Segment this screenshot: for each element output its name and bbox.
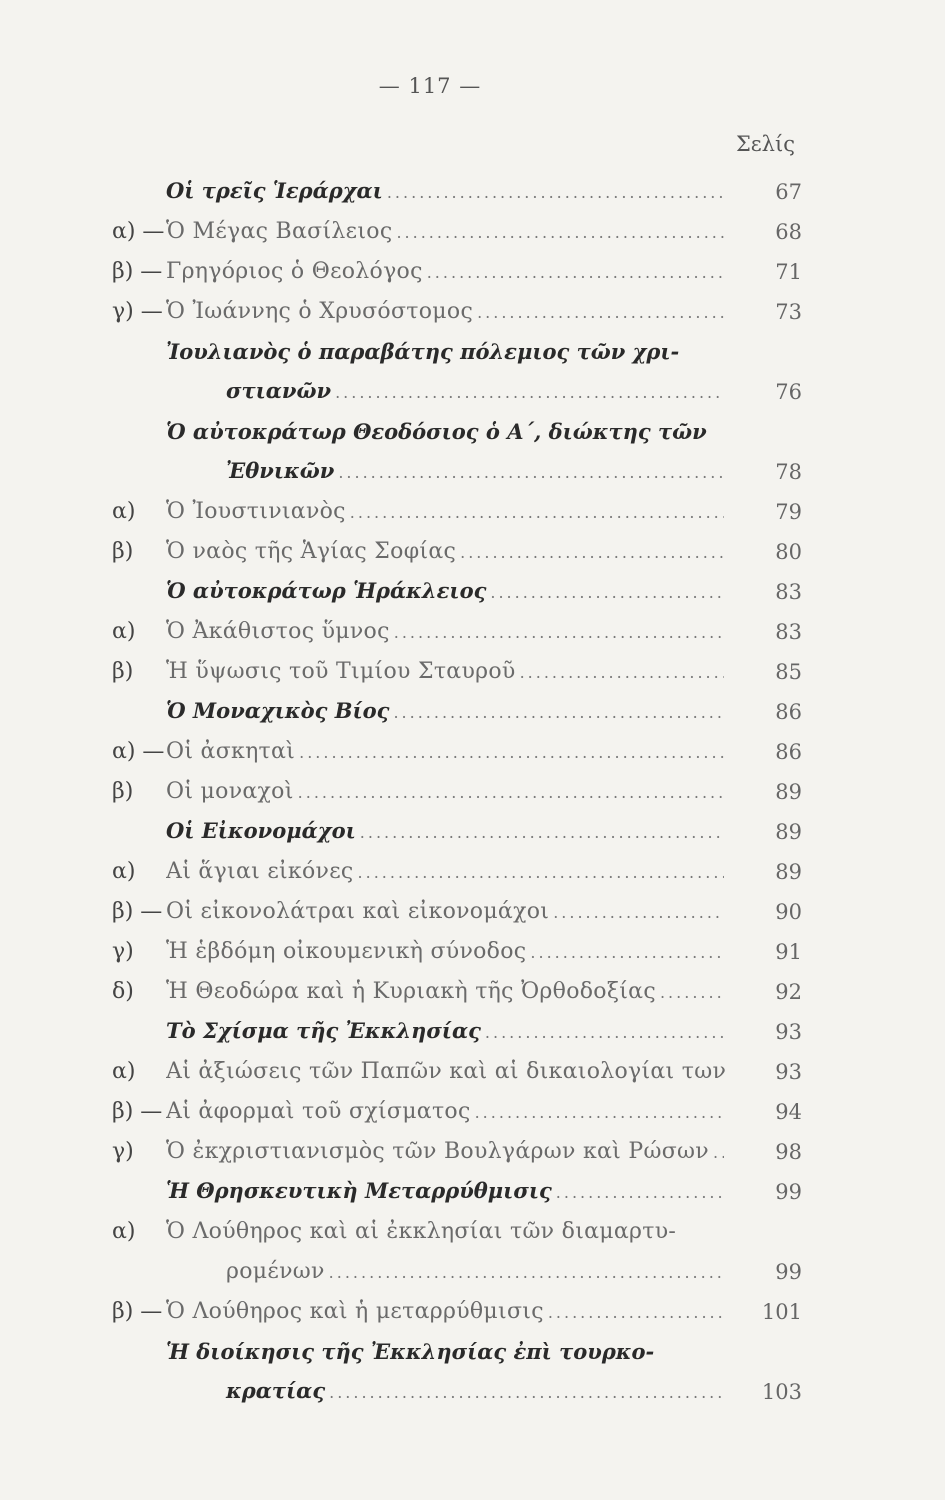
toc-entry-row: [112, 212, 802, 252]
entry-title-cell: [166, 371, 802, 413]
dot-leaders: [460, 533, 724, 573]
entry-title-cell: [166, 1371, 802, 1413]
entry-page-number: 101: [761, 1300, 802, 1324]
entry-title: Γρηγόριος ὁ Θεολόγος: [166, 258, 423, 284]
entry-title-cell: [166, 212, 802, 253]
dot-leaders: [394, 613, 724, 653]
dot-leaders: [298, 773, 724, 813]
entry-title-cell: [166, 492, 802, 533]
toc-heading-row: [112, 572, 802, 612]
entry-marker: α): [112, 619, 136, 644]
toc-heading-row: [112, 1372, 802, 1412]
entry-title-cell: [166, 412, 802, 452]
entry-page-number: 79: [775, 500, 802, 524]
entry-page-number: 86: [775, 740, 802, 764]
entry-title: Ἡ Θεοδώρα καὶ ἡ Κυριακὴ τῆς Ὀρθοδοξίας: [166, 978, 656, 1004]
entry-page-number: 94: [775, 1100, 802, 1124]
dot-leaders: [660, 973, 724, 1013]
entry-title-cell: [166, 1011, 802, 1053]
toc-heading-row: [112, 332, 802, 372]
entry-title: Αἱ ἀξιώσεις τῶν Παπῶν καὶ αἱ δικαιολογίαι των: [166, 1058, 727, 1084]
entry-marker: γ): [112, 939, 134, 964]
entry-page-number: 83: [775, 620, 802, 644]
entry-title-cell: [166, 652, 802, 693]
entry-title: Οἱ μοναχοὶ: [166, 778, 294, 804]
entry-title: Οἱ εἰκονολάτραι καὶ εἰκονομάχοι: [166, 898, 550, 924]
toc-entry-row: [112, 532, 802, 572]
entry-title: Αἱ ἅγιαι εἰκόνες: [166, 858, 354, 884]
entry-title: Οἱ Εἰκονομάχοι: [166, 818, 356, 843]
entry-title: Ἡ ὕψωσις τοῦ Τιμίου Σταυροῦ: [166, 658, 516, 684]
entry-title-cell: [166, 612, 802, 653]
toc-entry-row: [112, 252, 802, 292]
toc-entry-row: [112, 292, 802, 332]
entry-title: Τὸ Σχίσμα τῆς Ἐκκλησίας: [166, 1018, 481, 1043]
entry-title-cell: [166, 252, 802, 293]
entry-marker: α) —: [112, 219, 165, 244]
entry-title-cell: [166, 451, 802, 493]
entry-page-number: 93: [775, 1020, 802, 1044]
entry-title: Ὁ Μέγας Βασίλειος: [166, 218, 393, 244]
entry-page-number: 98: [775, 1140, 802, 1164]
entry-title: Ὁ Λούθηρος καὶ ἡ μεταρρύθμισις: [166, 1298, 544, 1324]
dot-leaders: [490, 573, 724, 613]
entry-title: Ὁ αὐτοκράτωρ Ἡράκλειος: [166, 578, 487, 603]
entry-page-number: 73: [775, 300, 802, 324]
entry-title: Ἐθνικῶν: [226, 458, 335, 483]
entry-title-cell: [166, 852, 802, 893]
entry-title-cell: [166, 1171, 802, 1213]
entry-title-cell: [166, 1052, 802, 1093]
toc-heading-row: [112, 452, 802, 492]
dot-leaders: [485, 1013, 724, 1053]
entry-marker: β) —: [112, 899, 163, 924]
toc-heading-row: [112, 412, 802, 452]
page-column-header: Σελίς: [735, 132, 795, 156]
entry-title: Οἱ ἀσκηταὶ: [166, 738, 296, 764]
entry-title-cell: [166, 1212, 802, 1252]
dot-leaders: [387, 173, 724, 213]
dot-leaders: [530, 933, 724, 973]
toc-heading-row: [112, 692, 802, 732]
toc-heading-row: [112, 372, 802, 412]
entry-page-number: 71: [775, 260, 802, 284]
page-number: — 117 —: [378, 74, 482, 98]
entry-page-number: 80: [775, 540, 802, 564]
toc-entry-row: [112, 1252, 802, 1292]
entry-marker: α): [112, 1219, 136, 1244]
entry-title-cell: [166, 1292, 802, 1333]
entry-marker: β) —: [112, 259, 163, 284]
entry-title-cell: [166, 1252, 802, 1293]
entry-page-number: 86: [775, 700, 802, 724]
entry-title-cell: [166, 332, 802, 372]
entry-page-number: 99: [775, 1180, 802, 1204]
dot-leaders: [396, 213, 724, 253]
dot-leaders: [335, 373, 724, 413]
dot-leaders: [553, 893, 724, 933]
entry-title: Οἱ τρεῖς Ἱεράρχαι: [166, 178, 383, 203]
dot-leaders: [329, 1373, 724, 1413]
entry-page-number: 99: [775, 1260, 802, 1284]
toc-heading-row: [112, 812, 802, 852]
toc-entry-row: [112, 652, 802, 692]
entry-marker: α): [112, 499, 136, 524]
entry-page-number: 93: [775, 1060, 802, 1084]
toc-entry-row: [112, 732, 802, 772]
entry-page-number: 83: [775, 580, 802, 604]
toc-entry-row: [112, 1092, 802, 1132]
entry-marker: β) —: [112, 1099, 163, 1124]
table-of-contents: [112, 172, 802, 1412]
entry-title-cell: [166, 1132, 802, 1173]
entry-title-cell: [166, 972, 802, 1013]
toc-entry-row: [112, 1212, 802, 1252]
toc-entry-row: [112, 972, 802, 1012]
entry-title-cell: [166, 1092, 802, 1133]
entry-title: Ὁ Μοναχικὸς Βίος: [166, 698, 390, 723]
entry-title-cell: [166, 171, 802, 213]
toc-entry-row: [112, 1132, 802, 1172]
entry-page-number: 89: [775, 820, 802, 844]
dot-leaders: [520, 653, 724, 693]
entry-marker: α): [112, 859, 136, 884]
dot-leaders: [548, 1293, 724, 1333]
toc-heading-row: [112, 172, 802, 212]
entry-page-number: 89: [775, 780, 802, 804]
dot-leaders: [393, 693, 724, 733]
entry-title-cell: [166, 932, 802, 973]
entry-title-cell: [166, 811, 802, 853]
dot-leaders: [350, 493, 724, 533]
entry-page-number: 103: [761, 1380, 802, 1404]
entry-title: Ἡ διοίκησις τῆς Ἐκκλησίας ἐπὶ τουρκο-: [166, 1339, 655, 1364]
toc-entry-row: [112, 492, 802, 532]
entry-page-number: 85: [775, 660, 802, 684]
dot-leaders: [329, 1253, 724, 1293]
entry-title: Ὁ Λούθηρος καὶ αἱ ἐκκλησίαι τῶν διαμαρτυ-: [166, 1219, 677, 1244]
toc-heading-row: [112, 1332, 802, 1372]
entry-title: Ἡ ἑβδόμη οἰκουμενικὴ σύνοδος: [166, 938, 527, 964]
toc-entry-row: [112, 772, 802, 812]
entry-marker: β): [112, 779, 134, 804]
toc-heading-row: [112, 1012, 802, 1052]
entry-title: Αἱ ἀφορμαὶ τοῦ σχίσματος: [166, 1098, 471, 1124]
entry-page-number: 90: [775, 900, 802, 924]
entry-title-cell: [166, 532, 802, 573]
entry-title-cell: [166, 772, 802, 813]
entry-marker: β) —: [112, 1299, 163, 1324]
entry-marker: γ) —: [112, 299, 163, 324]
entry-title: Ὁ ἐκχριστιανισμὸς τῶν Βουλγάρων καὶ Ρώσων: [166, 1138, 709, 1164]
dot-leaders: [358, 853, 724, 893]
dot-leaders: [713, 1133, 724, 1173]
dot-leaders: [477, 293, 724, 333]
toc-entry-row: [112, 1292, 802, 1332]
entry-page-number: 78: [775, 460, 802, 484]
entry-title: Ἡ Θρησκευτικὴ Μεταρρύθμισις: [166, 1178, 552, 1203]
dot-leaders: [338, 453, 724, 493]
entry-marker: α) —: [112, 739, 165, 764]
entry-page-number: 68: [775, 220, 802, 244]
entry-title-cell: [166, 292, 802, 333]
entry-marker: α): [112, 1059, 136, 1084]
entry-title: κρατίας: [226, 1378, 326, 1403]
entry-title: Ὁ Ἰωάννης ὁ Χρυσόστομος: [166, 298, 474, 324]
toc-entry-row: [112, 892, 802, 932]
toc-heading-row: [112, 1172, 802, 1212]
entry-title: Ἰουλιανὸς ὁ παραβάτης πόλεμιος τῶν χρι-: [166, 339, 680, 364]
dot-leaders: [360, 813, 724, 853]
entry-title: Ὁ ναὸς τῆς Ἁγίας Σοφίας: [166, 538, 457, 564]
entry-title-cell: [166, 571, 802, 613]
entry-marker: δ): [112, 979, 134, 1004]
toc-entry-row: [112, 1052, 802, 1092]
entry-page-number: 67: [775, 180, 802, 204]
dot-leaders: [475, 1093, 724, 1133]
entry-page-number: 76: [775, 380, 802, 404]
entry-page-number: 92: [775, 980, 802, 1004]
entry-title: στιανῶν: [226, 378, 332, 403]
entry-title: ρομένων: [226, 1258, 325, 1284]
entry-title-cell: [166, 892, 802, 933]
dot-leaders: [299, 733, 724, 773]
entry-marker: γ): [112, 1139, 134, 1164]
entry-title-cell: [166, 732, 802, 773]
entry-title-cell: [166, 1332, 802, 1372]
entry-title: Ὁ αὐτοκράτωρ Θεοδόσιος ὁ Α΄, διώκτης τῶν: [166, 419, 707, 444]
entry-marker: β): [112, 659, 134, 684]
toc-entry-row: [112, 852, 802, 892]
entry-title: Ὁ Ἰουστινιανὸς: [166, 498, 346, 524]
entry-page-number: 91: [775, 940, 802, 964]
entry-title-cell: [166, 691, 802, 733]
dot-leaders: [556, 1173, 724, 1213]
entry-title: Ὁ Ἀκάθιστος ὕμνος: [166, 618, 390, 644]
dot-leaders: [427, 253, 724, 293]
toc-entry-row: [112, 612, 802, 652]
entry-marker: β): [112, 539, 134, 564]
toc-entry-row: [112, 932, 802, 972]
entry-page-number: 89: [775, 860, 802, 884]
